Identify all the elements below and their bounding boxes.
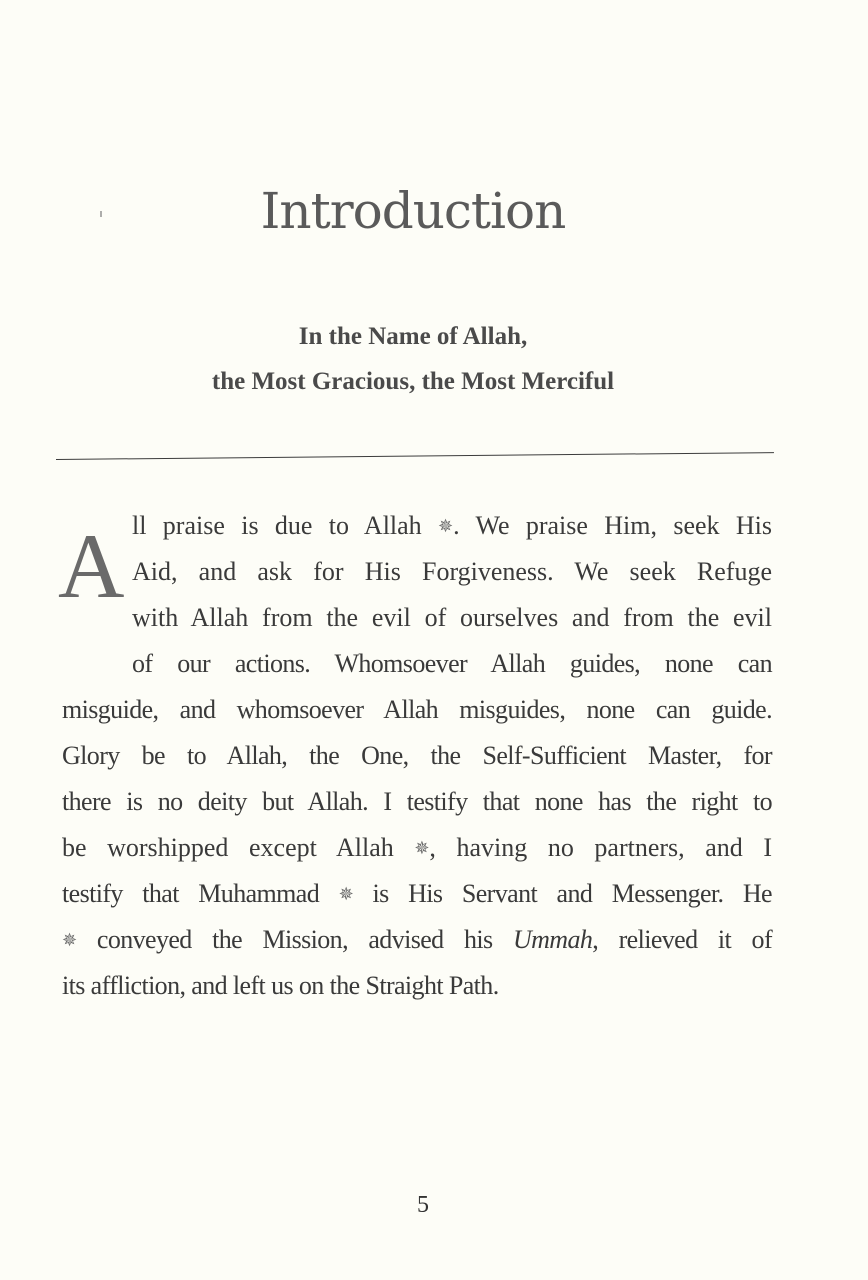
- paragraph-line: [62, 917, 772, 963]
- text-run: , relieved it of: [592, 925, 773, 954]
- honorific-seal-icon: ✵: [338, 884, 354, 904]
- paragraph-line: [62, 687, 772, 733]
- italic-term: Ummah: [512, 925, 593, 954]
- horizontal-rule: [56, 452, 774, 460]
- text-run: misguide, and whomsoever Allah misguides, none can guide.: [62, 695, 772, 724]
- text-run: , having no partners, and I: [429, 833, 772, 862]
- paragraph-line: [62, 825, 772, 871]
- drop-cap: A: [58, 515, 125, 617]
- text-run: is His Servant and Messenger. He: [353, 879, 773, 908]
- paragraph-line: [62, 779, 772, 825]
- text-run: Glory be to Allah, the One, the Self-Sufficient Master, for: [62, 741, 772, 770]
- honorific-seal-icon: ✵: [438, 516, 454, 536]
- page-number: 5: [417, 1192, 429, 1218]
- paragraph-line: [62, 963, 772, 1009]
- paragraph-line: [132, 503, 772, 549]
- basmala-line-2: the Most Gracious, the Most Merciful: [211, 368, 615, 395]
- text-run: testify that Muhammad: [62, 879, 339, 908]
- text-run: of our actions. Whomsoever Allah guides, none can: [132, 649, 772, 678]
- honorific-seal-icon: ✵: [414, 838, 430, 858]
- paragraph-line: [62, 733, 772, 779]
- paragraph-line: [132, 641, 772, 687]
- paragraph-line: [62, 871, 772, 917]
- basmala-line-1: In the Name of Allah,: [298, 323, 528, 350]
- text-run: ll praise is due to Allah: [132, 511, 439, 540]
- text-run: there is no deity but Allah. I testify that none has the right to: [62, 787, 772, 816]
- paragraph-line: [132, 595, 772, 641]
- text-run: its affliction, and left us on the Straight Path.: [62, 971, 499, 1000]
- text-run: be worshipped except Allah: [62, 833, 415, 862]
- text-run: Aid, and ask for His Forgiveness. We seek Refuge: [132, 557, 772, 586]
- chapter-title: Introduction: [260, 182, 566, 240]
- honorific-seal-icon: ✵: [62, 930, 77, 950]
- paragraph-line: [132, 549, 772, 595]
- text-run: conveyed the Mission, advised his: [76, 925, 513, 954]
- text-run: with Allah from the evil of ourselves and from the evil: [132, 603, 772, 632]
- text-run: . We praise Him, seek His: [453, 511, 772, 540]
